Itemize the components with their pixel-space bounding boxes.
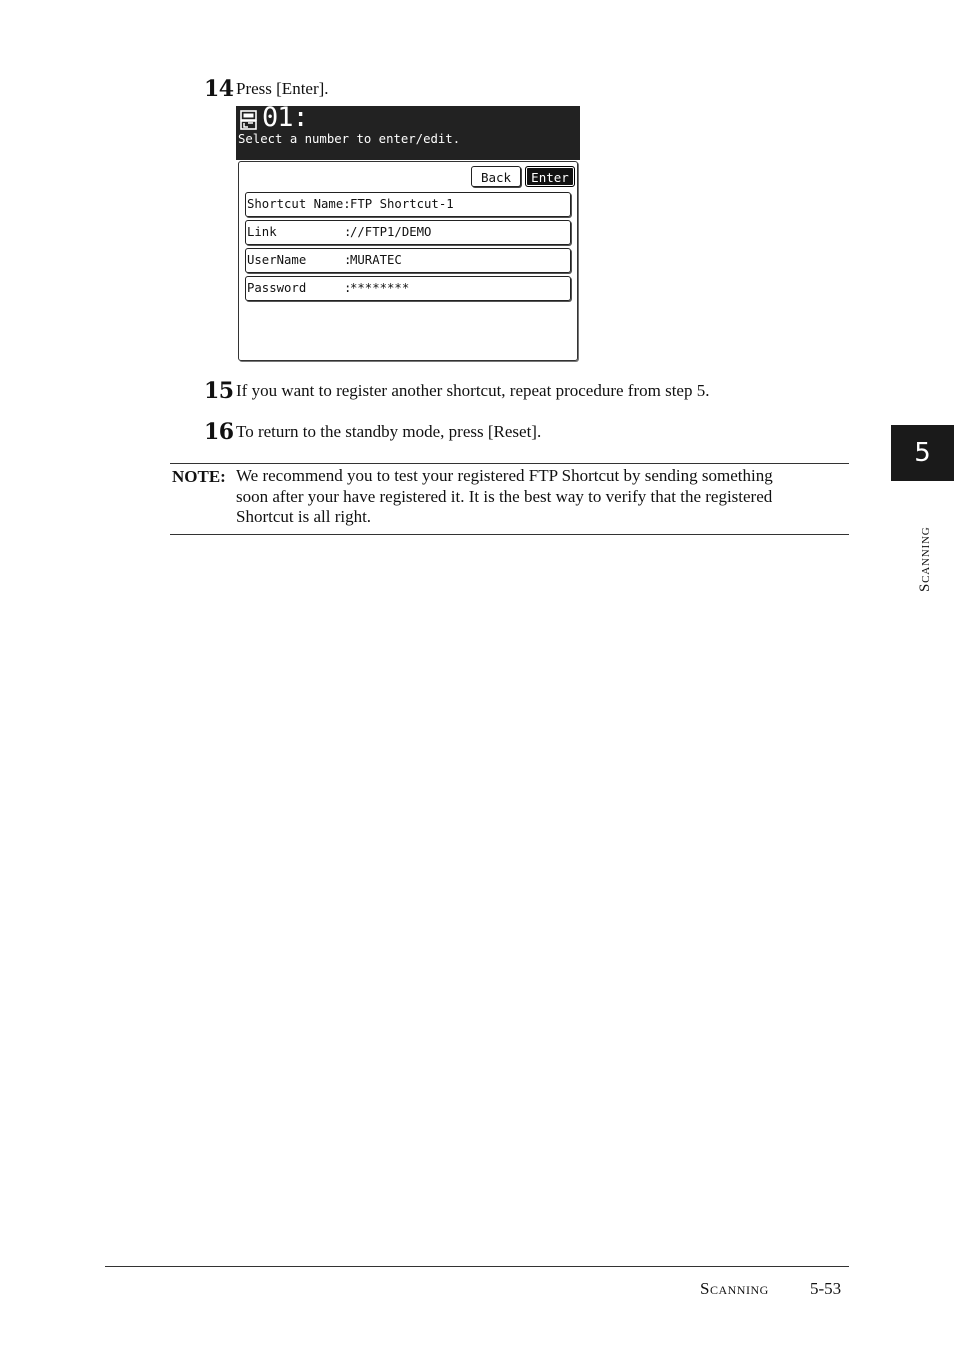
note-line-3: Shortcut is all right. [236, 507, 372, 526]
field-value-shortcut-name: FTP Shortcut-1 [350, 197, 454, 211]
step-number-15: 15 [204, 378, 234, 404]
note-line-2: soon after your have registered it. It is the best way to verify that the registered [236, 486, 773, 506]
note-top-divider [170, 463, 849, 464]
step-text-16: To return to the standby mode, press [Reset]. [236, 422, 542, 441]
field-label-link: Link [247, 225, 277, 239]
footer-divider [105, 1266, 849, 1267]
screen-title: 01: [262, 102, 308, 133]
field-colon-username: : [344, 253, 352, 267]
field-label-username: UserName [247, 253, 307, 267]
ftp-shortcut-icon [240, 110, 258, 130]
field-colon-password: : [344, 281, 352, 295]
enter-button[interactable]: Enter [525, 166, 575, 187]
chapter-side-label: Scanning [917, 526, 933, 592]
field-value-link: //FTP1/DEMO [350, 225, 432, 239]
note-label: NOTE: [172, 467, 226, 486]
footer-section-name: Scanning [700, 1279, 769, 1298]
step-text-15: If you want to register another shortcut, repeat procedure from step 5. [236, 381, 710, 400]
step-number-14: 14 [204, 76, 234, 102]
shortcut-name-field[interactable] [245, 192, 571, 217]
screen-body [238, 161, 578, 361]
page-number: 5-53 [810, 1279, 842, 1298]
link-field[interactable] [245, 220, 571, 245]
step-text-14: Press [Enter]. [236, 79, 329, 98]
field-label-shortcut-name: Shortcut Name: [247, 197, 351, 211]
device-screen [236, 102, 580, 363]
field-value-username: MURATEC [350, 253, 402, 267]
screen-instruction: Select a number to enter/edit. [238, 132, 461, 146]
note-bottom-divider [170, 534, 849, 535]
password-field[interactable] [245, 276, 571, 301]
screen-header [236, 102, 580, 160]
field-label-password: Password [247, 281, 307, 295]
field-colon-link: : [344, 225, 352, 239]
chapter-tab: 5 [891, 425, 954, 481]
step-number-16: 16 [204, 419, 234, 445]
field-value-password: ******** [350, 281, 410, 295]
username-field[interactable] [245, 248, 571, 273]
note-text [236, 466, 852, 528]
note-line-1: We recommend you to test your registered FTP Shortcut by sending something [236, 466, 773, 485]
back-button[interactable]: Back [471, 166, 521, 187]
